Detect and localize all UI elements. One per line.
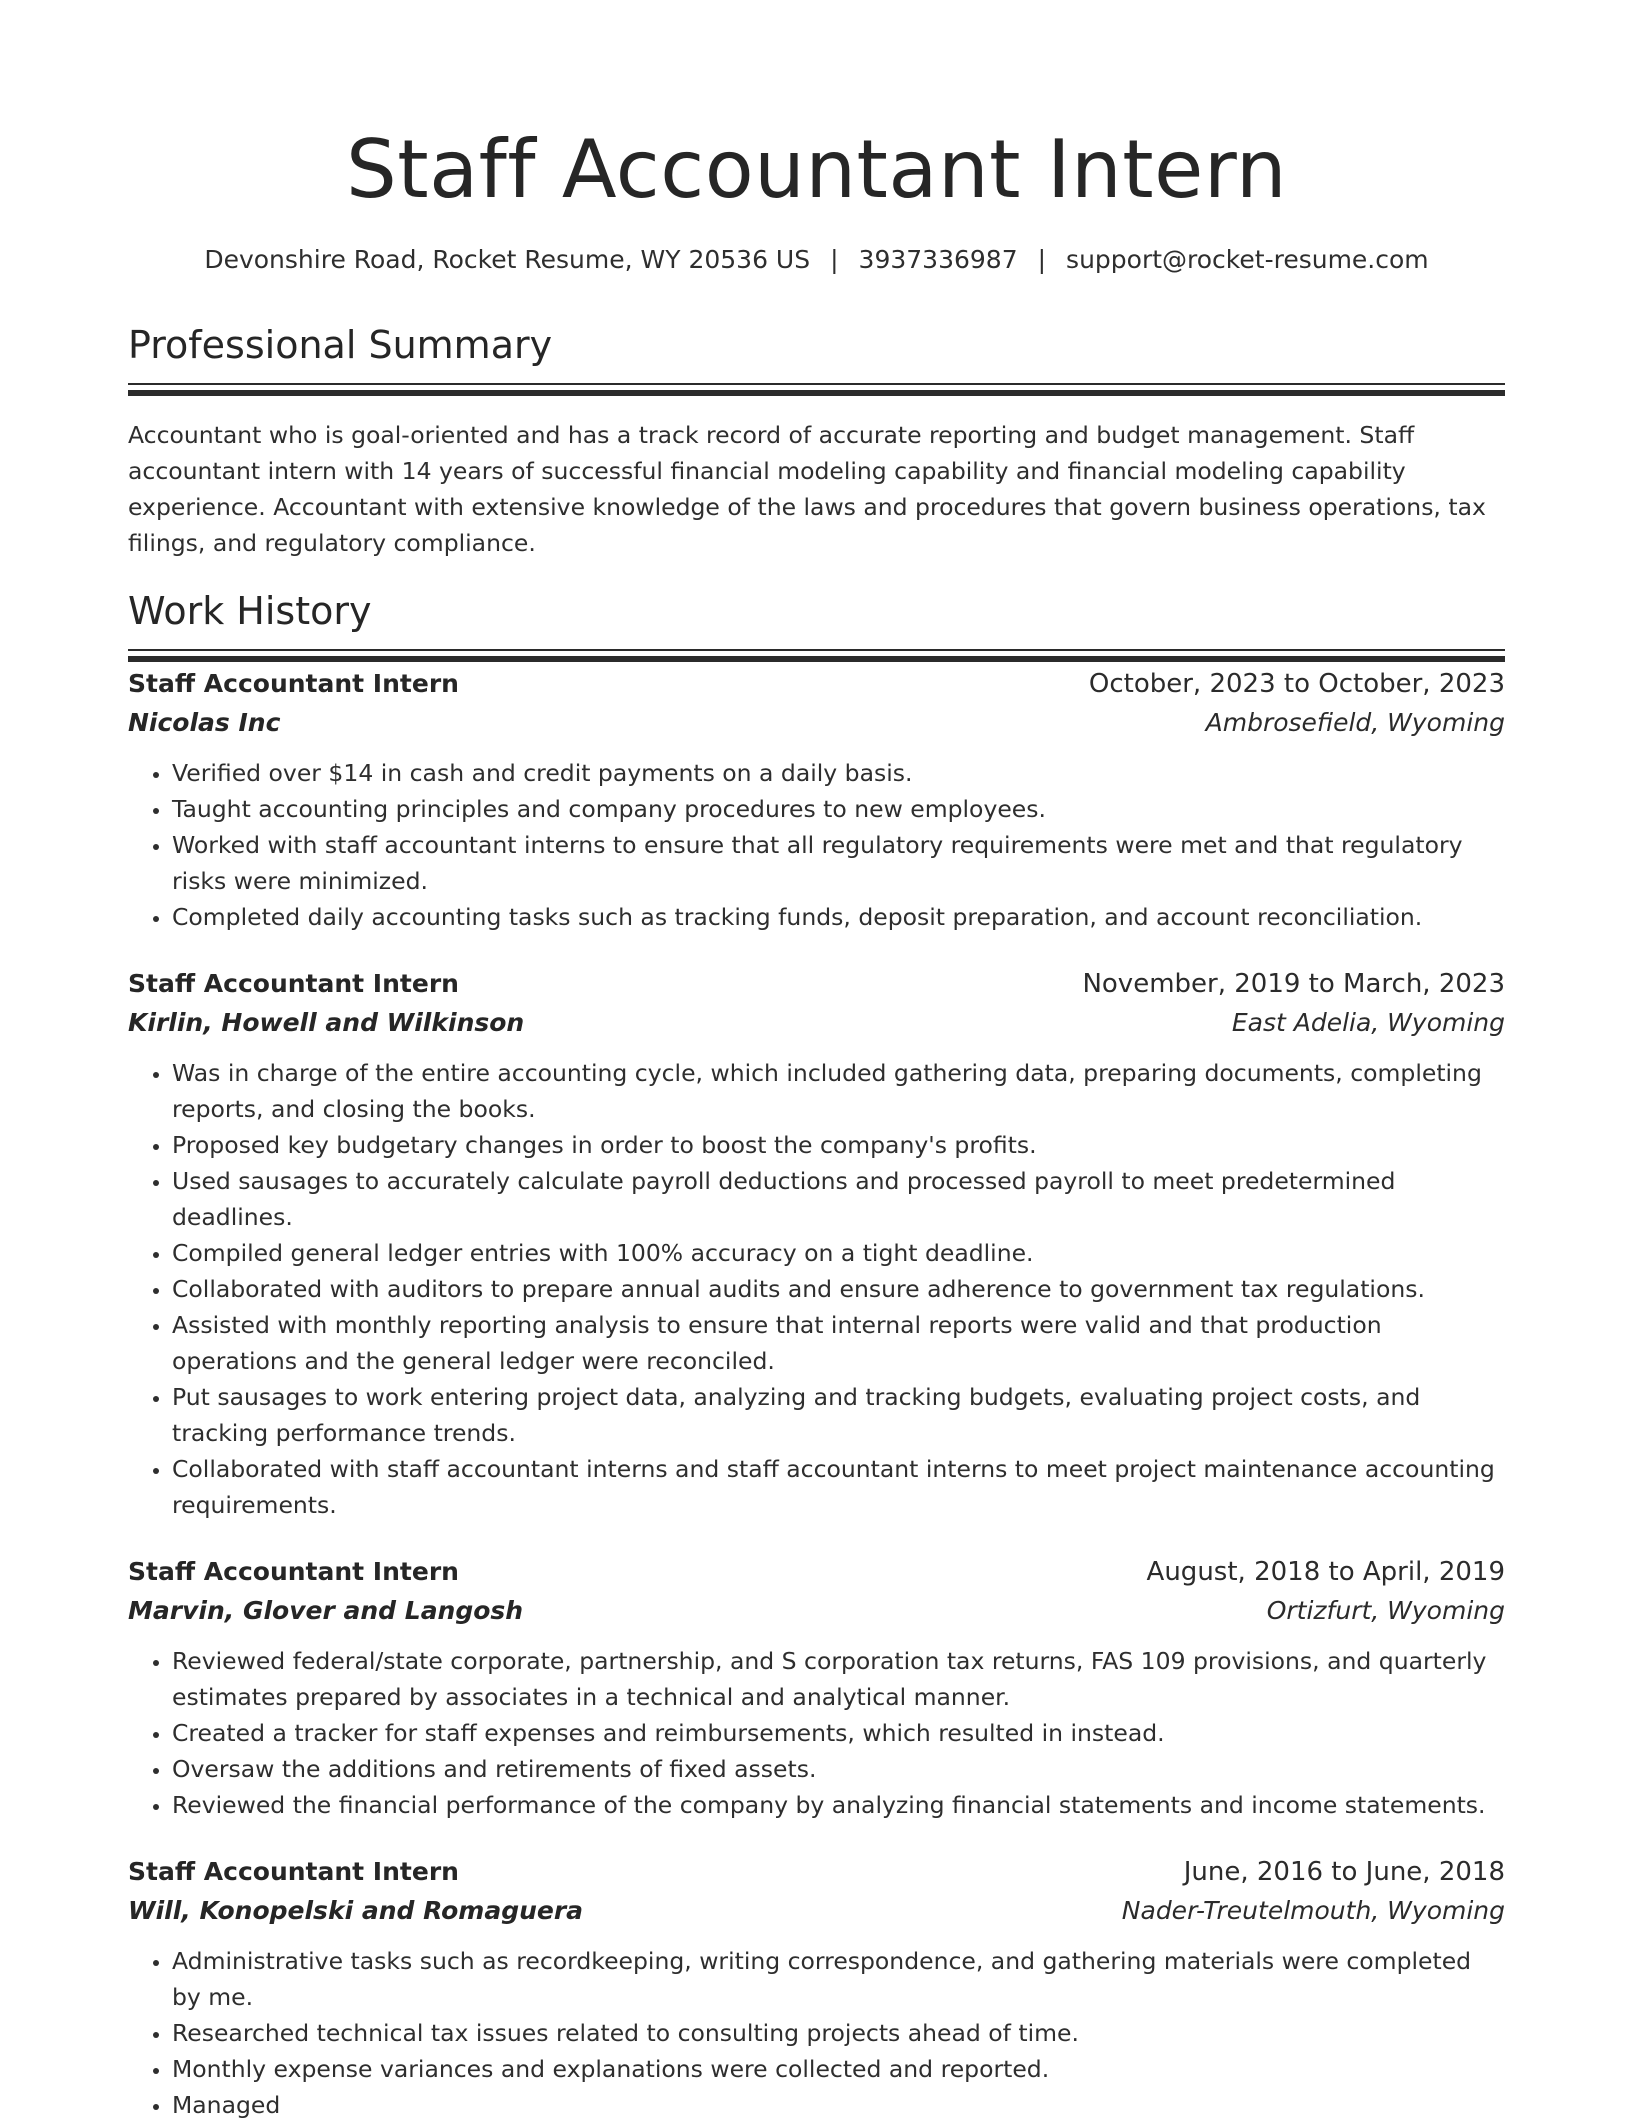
contact-email: support@rocket-resume.com xyxy=(1066,245,1429,274)
job-bullet: • Administrative tasks such as recordkeeping, writing correspondence, and gathering materials were completed by me. xyxy=(172,1943,1505,2015)
section-heading-summary: Professional Summary xyxy=(128,323,553,367)
job-location: East Adelia, Wyoming xyxy=(1231,1008,1505,1037)
job-bullets xyxy=(128,1643,1505,1823)
job-bullet: • Taught accounting principles and company procedures to new employees. xyxy=(172,791,1505,827)
job-dates: June, 2016 to June, 2018 xyxy=(1183,1857,1505,1887)
job-bullets xyxy=(128,1055,1505,1523)
job-bullet: • Reviewed the financial performance of the company by analyzing financial statements and income statements. xyxy=(172,1787,1505,1823)
job-bullet: • Put sausages to work entering project data, analyzing and tracking budgets, evaluating project costs, and tracking performance trends. xyxy=(172,1379,1505,1451)
contact-line xyxy=(128,242,1505,278)
section-heading-work-history: Work History xyxy=(128,589,372,633)
job-company: Will, Konopelski and Romaguera xyxy=(128,1896,584,1925)
job-bullet: • Proposed key budgetary changes in order to boost the company's profits. xyxy=(172,1127,1505,1163)
work-history-list xyxy=(128,665,1505,2123)
job-bullet: • Monthly expense variances and explanations were collected and reported. xyxy=(172,2051,1505,2087)
job-entry xyxy=(128,665,1505,935)
job-company-row xyxy=(128,703,1505,743)
job-bullet: • Worked with staff accountant interns to ensure that all regulatory requirements were met and that regulatory risks were minimized. xyxy=(172,827,1505,899)
job-dates: August, 2018 to April, 2019 xyxy=(1146,1557,1505,1587)
job-company-row xyxy=(128,1003,1505,1043)
job-company: Marvin, Glover and Langosh xyxy=(128,1596,524,1625)
job-company: Kirlin, Howell and Wilkinson xyxy=(128,1008,525,1037)
contact-separator: | xyxy=(1037,245,1047,274)
section-divider xyxy=(128,649,1505,651)
job-bullet: • Collaborated with staff accountant interns and staff accountant interns to meet project maintenance accounting requirements. xyxy=(172,1451,1505,1523)
summary-text: Accountant who is goal-oriented and has a track record of accurate reporting and budget management. Staff accountant intern with 14 years of successful financial modeling capability and financial modeling capability experience. Accountant with extensive knowledge of the laws and procedures that govern business operations, tax filings, and regulatory compliance. xyxy=(128,421,1486,557)
job-title: Staff Accountant Intern xyxy=(128,969,459,998)
job-location: Nader-Treutelmouth, Wyoming xyxy=(1121,1896,1505,1925)
job-title: Staff Accountant Intern xyxy=(128,669,459,698)
job-title: Staff Accountant Intern xyxy=(128,1557,459,1586)
job-header-row xyxy=(128,1853,1505,1891)
job-dates: November, 2019 to March, 2023 xyxy=(1082,969,1505,999)
job-bullet: • Used sausages to accurately calculate payroll deductions and processed payroll to meet predetermined deadlines. xyxy=(172,1163,1505,1235)
job-bullet: • Verified over $14 in cash and credit payments on a daily basis. xyxy=(172,755,1505,791)
job-bullet: • Reviewed federal/state corporate, partnership, and S corporation tax returns, FAS 109 provisions, and quarterly estimates prepared by associates in a technical and analytical manner. xyxy=(172,1643,1505,1715)
job-bullet: • Created a tracker for staff expenses and reimbursements, which resulted in instead. xyxy=(172,1715,1505,1751)
job-bullet: • Oversaw the additions and retirements of fixed assets. xyxy=(172,1751,1505,1787)
job-bullet: • Researched technical tax issues related to consulting projects ahead of time. xyxy=(172,2015,1505,2051)
contact-address: Devonshire Road, Rocket Resume, WY 20536 US xyxy=(204,245,811,274)
job-header-row xyxy=(128,1553,1505,1591)
job-entry xyxy=(128,1553,1505,1823)
job-bullets xyxy=(128,1943,1505,2123)
job-entry xyxy=(128,1853,1505,2123)
contact-phone: 3937336987 xyxy=(858,245,1018,274)
job-bullet: • Completed daily accounting tasks such as tracking funds, deposit preparation, and account reconciliation. xyxy=(172,899,1505,935)
resume-page xyxy=(128,0,1505,2123)
job-bullet: • Managed xyxy=(172,2087,1505,2123)
job-location: Ortizfurt, Wyoming xyxy=(1266,1596,1505,1625)
contact-separator: | xyxy=(830,245,839,274)
job-header-row xyxy=(128,965,1505,1003)
job-company: Nicolas Inc xyxy=(128,708,281,737)
job-entry xyxy=(128,965,1505,1523)
job-bullets xyxy=(128,755,1505,935)
job-bullet: • Assisted with monthly reporting analysis to ensure that internal reports were valid and that production operations and the general ledger were reconciled. xyxy=(172,1307,1505,1379)
job-header-row xyxy=(128,665,1505,703)
job-bullet: • Compiled general ledger entries with 100% accuracy on a tight deadline. xyxy=(172,1235,1505,1271)
job-bullet: • Collaborated with auditors to prepare annual audits and ensure adherence to government tax regulations. xyxy=(172,1271,1505,1307)
job-dates: October, 2023 to October, 2023 xyxy=(1088,669,1505,699)
job-company-row xyxy=(128,1591,1505,1631)
job-bullet: • Was in charge of the entire accounting cycle, which included gathering data, preparing documents, completing reports, and closing the books. xyxy=(172,1055,1505,1127)
resume-title: Staff Accountant Intern xyxy=(345,123,1288,216)
job-location: Ambrosefield, Wyoming xyxy=(1205,708,1505,737)
section-divider xyxy=(128,383,1505,385)
job-company-row xyxy=(128,1891,1505,1931)
job-title: Staff Accountant Intern xyxy=(128,1857,459,1886)
